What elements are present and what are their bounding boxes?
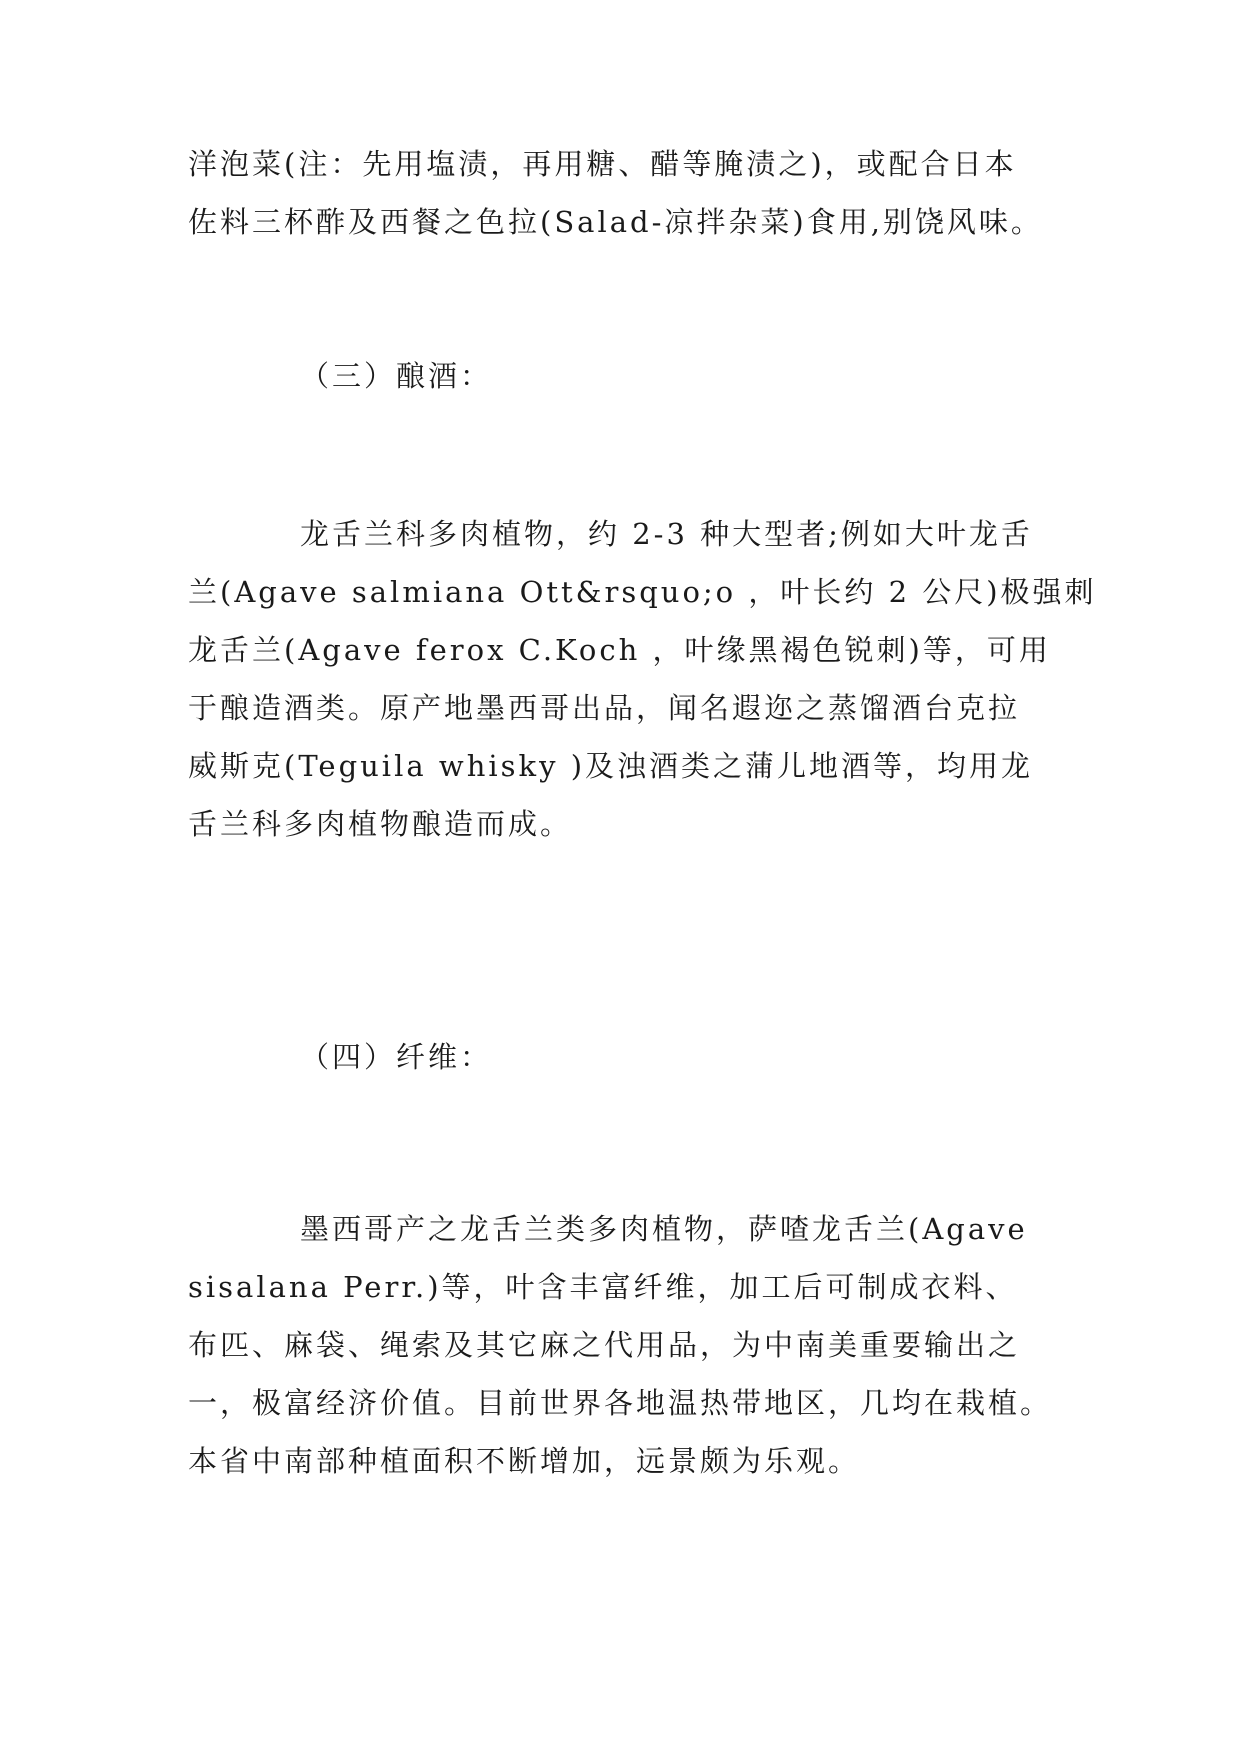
text-line: 布匹、麻袋、绳索及其它麻之代用品，为中南美重要输出之 [188,1328,1021,1362]
text-line: 龙舌兰科多肉植物，约 2-3 种大型者;例如大叶龙舌 [300,517,1033,551]
text-line: sisalana Perr.)等，叶含丰富纤维，加工后可制成衣料、 [188,1270,1018,1304]
text-line: 佐料三杯酢及西餐之色拉(Salad-凉拌杂菜)食用,别饶风味。 [188,205,1043,239]
text-line: 兰(Agave salmiana Ott&rsquo;o ，叶长约 2 公尺)极强刺 [188,575,1097,609]
section-heading-fiber: （四）纤维： [300,1040,493,1074]
paragraph-fiber [188,1200,1058,1490]
section-heading-wine: （三）酿酒： [300,359,493,393]
text-line: 于酿造酒类。原产地墨西哥出品，闻名遐迩之蒸馏酒台克拉 [188,691,1021,725]
text-line: 墨西哥产之龙舌兰类多肉植物，萨喳龙舌兰(Agave [300,1212,1028,1246]
text-line: 威斯克(Teguila whisky )及浊酒类之蒲儿地酒等，均用龙 [188,749,1034,783]
text-line: 一，极富经济价值。目前世界各地温热带地区，几均在栽植。 [188,1386,1053,1420]
paragraph-wine [188,505,1097,853]
paragraph-pickle [188,135,1058,251]
text-line: 本省中南部种植面积不断增加，远景颇为乐观。 [188,1444,861,1478]
text-line: 洋泡菜(注：先用塩渍，再用糖、醋等腌渍之)，或配合日本 [188,147,1017,181]
text-line: 龙舌兰(Agave ferox C.Koch ，叶缘黑褐色锐刺)等，可用 [188,633,1051,667]
text-line: 舌兰科多肉植物酿造而成。 [188,807,573,841]
